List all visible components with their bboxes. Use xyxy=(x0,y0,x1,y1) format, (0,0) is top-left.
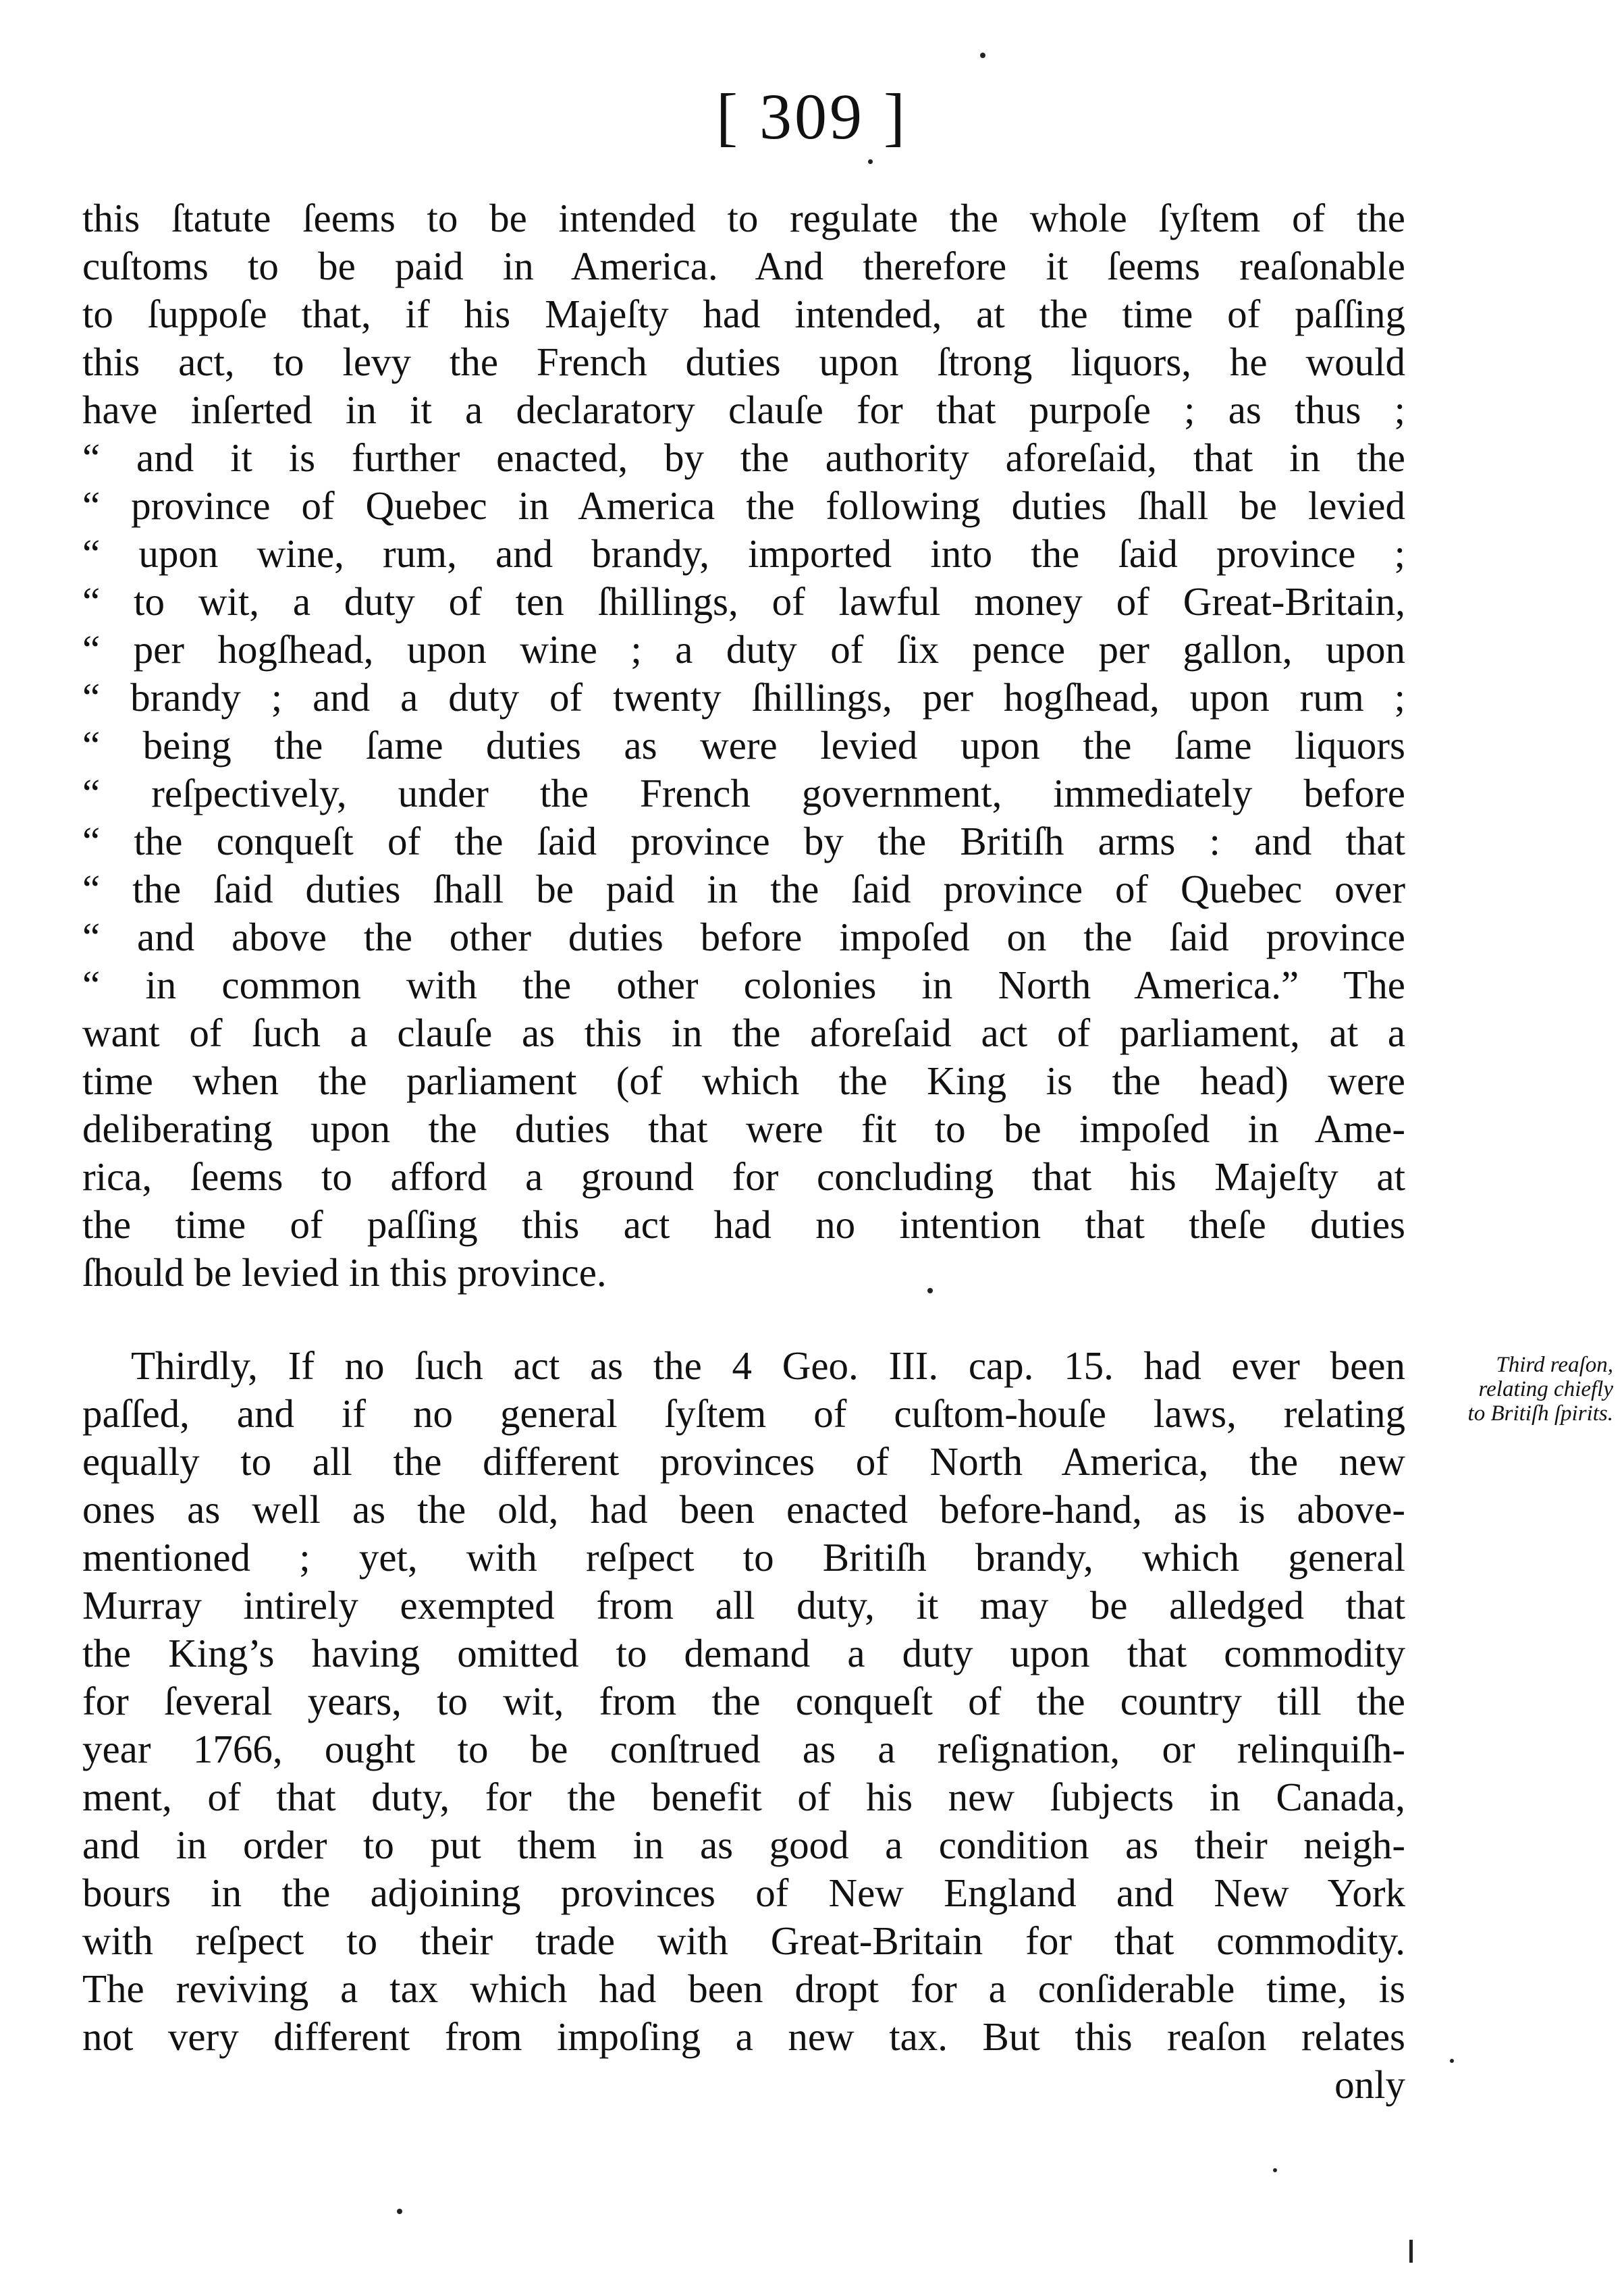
ink-speck xyxy=(1273,2168,1277,2172)
text-line: rica, ſeems to afford a ground for concluding that his Majeſty at xyxy=(82,1154,1405,1199)
margin-note-line: relating chiefly xyxy=(1478,1377,1613,1401)
quoted-line: “ the ſaid duties ſhall be paid in the ſaid province of Quebec over xyxy=(82,867,1405,911)
page-number: [ 309 ] xyxy=(716,80,908,153)
quoted-line: “ reſpectively, under the French government, immediately before xyxy=(82,771,1405,815)
text-line: equally to all the different provinces of North America, the new xyxy=(82,1439,1405,1484)
quoted-line: “ and it is further enacted, by the authority aforeſaid, that in the xyxy=(82,435,1405,480)
quoted-line: “ brandy ; and a duty of twenty ſhillings, per hogſhead, upon rum ; xyxy=(82,675,1405,720)
text-line: for ſeveral years, to wit, from the conqueſt of the country till the xyxy=(82,1679,1405,1723)
text-line: The reviving a tax which had been dropt for a conſiderable time, is xyxy=(82,1966,1405,2011)
text-line: to ſuppoſe that, if his Majeſty had intended, at the time of paſſing xyxy=(82,292,1405,336)
text-line: bours in the adjoining provinces of New England and New York xyxy=(82,1871,1405,1915)
text-line: cuſtoms to be paid in America. And therefore it ſeems reaſonable xyxy=(82,244,1405,288)
quoted-line: “ in common with the other colonies in North America.” The xyxy=(82,963,1405,1007)
text-line: not very different from impoſing a new tax. But this reaſon relates xyxy=(82,2014,1405,2059)
text-line: with reſpect to their trade with Great-Britain for that commodity. xyxy=(82,1918,1405,1963)
margin-note-line: Third reaſon, xyxy=(1496,1353,1613,1377)
text-line: year 1766, ought to be conſtrued as a reſignation, or relinquiſh- xyxy=(82,1727,1405,1771)
text-line: Murray intirely exempted from all duty, it may be alledged that xyxy=(82,1583,1405,1627)
paragraph-opening-line: Thirdly, If no ſuch act as the 4 Geo. III. cap. 15. had ever been xyxy=(131,1343,1405,1388)
text-line: ment, of that duty, for the benefit of his new ſubjects in Canada, xyxy=(82,1775,1405,1819)
ink-speck xyxy=(927,1288,933,1293)
quoted-line: “ and above the other duties before impoſed on the ſaid province xyxy=(82,915,1405,959)
text-line: deliberating upon the duties that were fit to be impoſed in Ame- xyxy=(82,1106,1405,1151)
text-line: time when the parliament (of which the King is the head) were xyxy=(82,1058,1405,1103)
text-line: and in order to put them in as good a condition as their neigh- xyxy=(82,1823,1405,1867)
quoted-line: “ being the ſame duties as were levied upon the ſame liquors xyxy=(82,723,1405,768)
ink-stroke xyxy=(1409,2240,1413,2263)
quoted-line: “ per hogſhead, upon wine ; a duty of ſix pence per gallon, upon xyxy=(82,627,1405,672)
paragraph-second-reason-continued xyxy=(82,194,1405,1297)
paragraph-third-reason xyxy=(82,1342,1405,2109)
text-line: ſhould be levied in this province. xyxy=(82,1250,607,1295)
page-number-header xyxy=(0,80,1624,154)
catchword: only xyxy=(1334,2062,1405,2107)
ink-speck xyxy=(980,53,985,58)
ink-speck xyxy=(868,159,873,164)
quoted-line: “ the conqueſt of the ſaid province by the Britiſh arms : and that xyxy=(82,819,1405,863)
margin-note xyxy=(1411,1353,1613,1426)
quoted-line: “ province of Quebec in America the following duties ſhall be levied xyxy=(82,483,1405,528)
text-line: want of ſuch a clauſe as this in the aforeſaid act of parliament, at a xyxy=(82,1011,1405,1055)
text-line: this ſtatute ſeems to be intended to regulate the whole ſyſtem of the xyxy=(82,196,1405,240)
text-line: mentioned ; yet, with reſpect to Britiſh brandy, which general xyxy=(82,1535,1405,1580)
text-line: paſſed, and if no general ſyſtem of cuſtom-houſe laws, relating xyxy=(82,1391,1405,1436)
text-line: this act, to levy the French duties upon ſtrong liquors, he would xyxy=(82,340,1405,384)
ink-speck xyxy=(1450,2059,1454,2063)
quoted-line: “ to wit, a duty of ten ſhillings, of lawful money of Great-Britain, xyxy=(82,579,1405,624)
text-line: have inſerted in it a declaratory clauſe for that purpoſe ; as thus ; xyxy=(82,387,1405,432)
text-line: the King’s having omitted to demand a duty upon that commodity xyxy=(82,1631,1405,1675)
margin-note-line: to Britiſh ſpirits. xyxy=(1467,1401,1613,1426)
text-line: ones as well as the old, had been enacted before-hand, as is above- xyxy=(82,1487,1405,1532)
text-line: the time of paſſing this act had no intention that theſe duties xyxy=(82,1202,1405,1247)
ink-speck xyxy=(397,2209,402,2214)
quoted-line: “ upon wine, rum, and brandy, imported into the ſaid province ; xyxy=(82,531,1405,576)
